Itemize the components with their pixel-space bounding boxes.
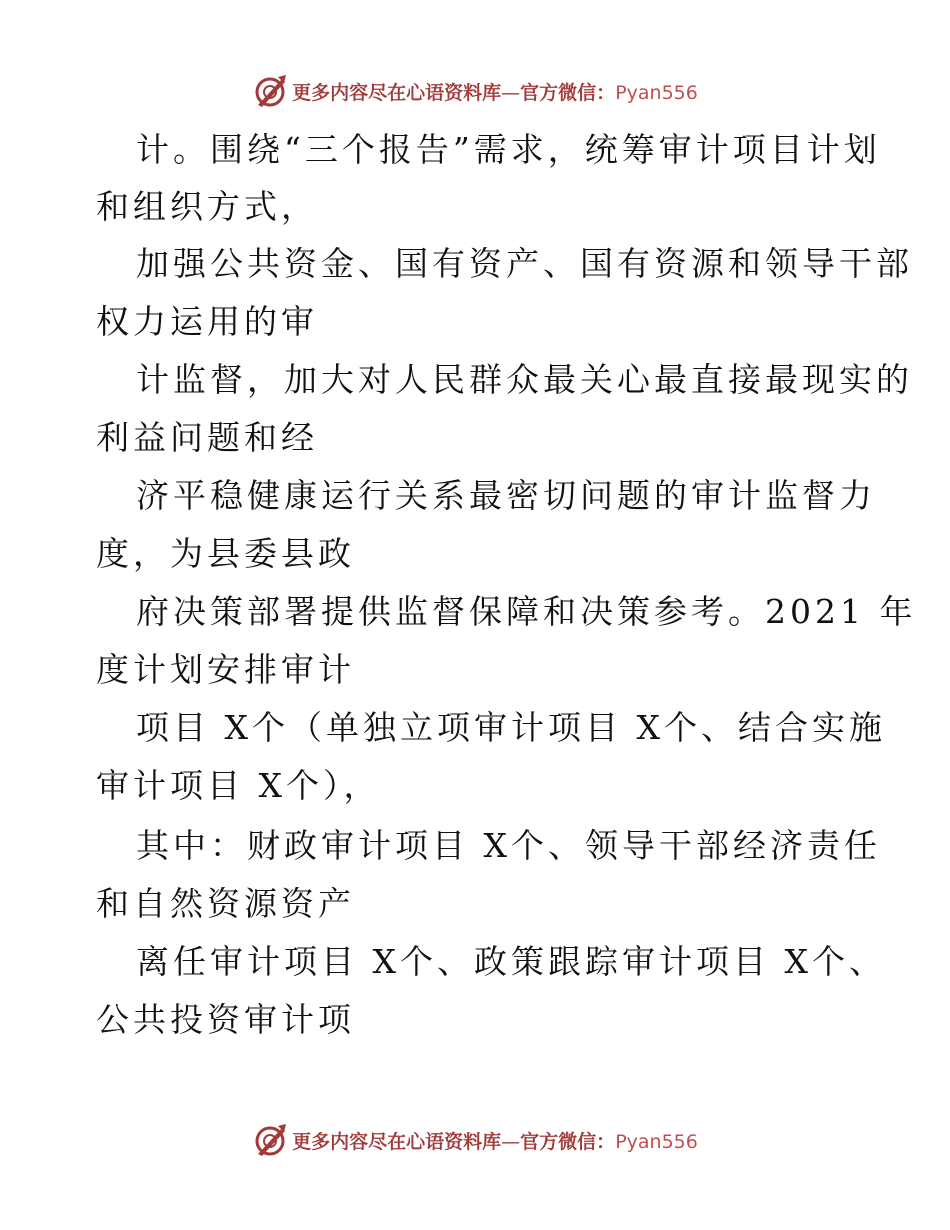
paragraph-line: 计监督，加大对人民群众最关心最直接最现实的 xyxy=(136,360,913,399)
paragraph-line: 公共投资审计项 xyxy=(96,1000,355,1039)
paragraph-line: 济平稳健康运行关系最密切问题的审计监督力 xyxy=(136,476,876,515)
watermark-wechat-label: 官方微信： xyxy=(520,81,616,104)
paragraph-line: 度计划安排审计 xyxy=(96,650,355,689)
paragraph-line: 利益问题和经 xyxy=(96,418,318,457)
watermark-text xyxy=(292,1127,698,1154)
paragraph-line: 加强公共资金、国有资产、国有资源和领导干部 xyxy=(136,244,913,283)
watermark-separator: — xyxy=(501,1130,521,1153)
paragraph-line: 度，为县委县政 xyxy=(96,534,355,573)
watermark-brand: 更多内容尽在心语资料库 xyxy=(292,1130,502,1153)
paragraph-line: 离任审计项目 X个、政策跟踪审计项目 X个、 xyxy=(136,942,886,981)
paragraph-line: 权力运用的审 xyxy=(96,302,318,341)
quill-logo-icon xyxy=(252,73,288,109)
watermark-wechat-label: 官方微信： xyxy=(520,1130,616,1153)
paragraph-line: 其中：财政审计项目 X个、领导干部经济责任 xyxy=(136,826,881,865)
footer-watermark xyxy=(0,1120,950,1160)
watermark-text xyxy=(292,78,698,105)
watermark-wechat-id: Pyan556 xyxy=(615,81,698,104)
paragraph-line: 和自然资源资产 xyxy=(96,884,355,923)
quill-logo-icon xyxy=(252,1122,288,1158)
watermark-separator: — xyxy=(501,81,521,104)
paragraph-line: 和组织方式， xyxy=(96,187,318,226)
watermark-brand: 更多内容尽在心语资料库 xyxy=(292,81,502,104)
paragraph-line: 府决策部署提供监督保障和决策参考。2021 年 xyxy=(136,592,917,631)
paragraph-line: 计。围绕“三个报告”需求，统筹审计项目计划 xyxy=(136,130,881,169)
paragraph-line: 项目 X个（单独立项审计项目 X个、结合实施 xyxy=(136,708,886,747)
paragraph-line: 审计项目 X个）， xyxy=(96,766,381,805)
header-watermark xyxy=(0,71,950,111)
watermark-wechat-id: Pyan556 xyxy=(615,1130,698,1153)
